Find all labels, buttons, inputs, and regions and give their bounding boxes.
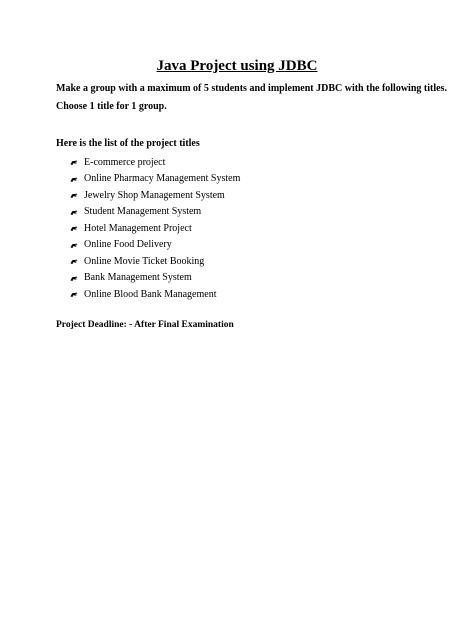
pointing-hand-icon xyxy=(70,175,78,183)
pointing-hand-icon xyxy=(70,224,78,232)
list-item-label: Online Movie Ticket Booking xyxy=(84,255,205,267)
list-item-label: Online Food Delivery xyxy=(84,239,172,251)
list-item-label: Online Blood Bank Management xyxy=(84,288,217,300)
list-item xyxy=(70,171,240,188)
project-title-list xyxy=(70,154,240,303)
list-item xyxy=(70,154,240,171)
list-item xyxy=(70,204,240,221)
list-item xyxy=(70,286,240,303)
instruction-line: Make a group with a maximum of 5 students and implement JDBC with the following titles. xyxy=(56,83,447,94)
list-item-label: Hotel Management Project xyxy=(84,222,192,234)
pointing-hand-icon xyxy=(70,208,78,216)
list-item-label: E-commerce project xyxy=(84,156,166,168)
list-item xyxy=(70,270,240,287)
list-item-label: Jewelry Shop Management System xyxy=(84,189,225,201)
list-item-label: Student Management System xyxy=(84,206,202,218)
list-heading: Here is the list of the project titles xyxy=(56,138,200,149)
project-deadline: Project Deadline: - After Final Examination xyxy=(56,320,234,330)
list-item xyxy=(70,220,240,237)
list-item-label: Online Pharmacy Management System xyxy=(84,173,241,185)
pointing-hand-icon xyxy=(70,274,78,282)
pointing-hand-icon xyxy=(70,158,78,166)
list-item xyxy=(70,237,240,254)
list-item xyxy=(70,187,240,204)
instruction-line: Choose 1 title for 1 group. xyxy=(56,101,167,112)
pointing-hand-icon xyxy=(70,241,78,249)
list-item xyxy=(70,253,240,270)
list-item-label: Bank Management System xyxy=(84,272,192,284)
pointing-hand-icon xyxy=(70,191,78,199)
pointing-hand-icon xyxy=(70,290,78,298)
pointing-hand-icon xyxy=(70,257,78,265)
page-title: Java Project using JDBC xyxy=(156,58,318,74)
